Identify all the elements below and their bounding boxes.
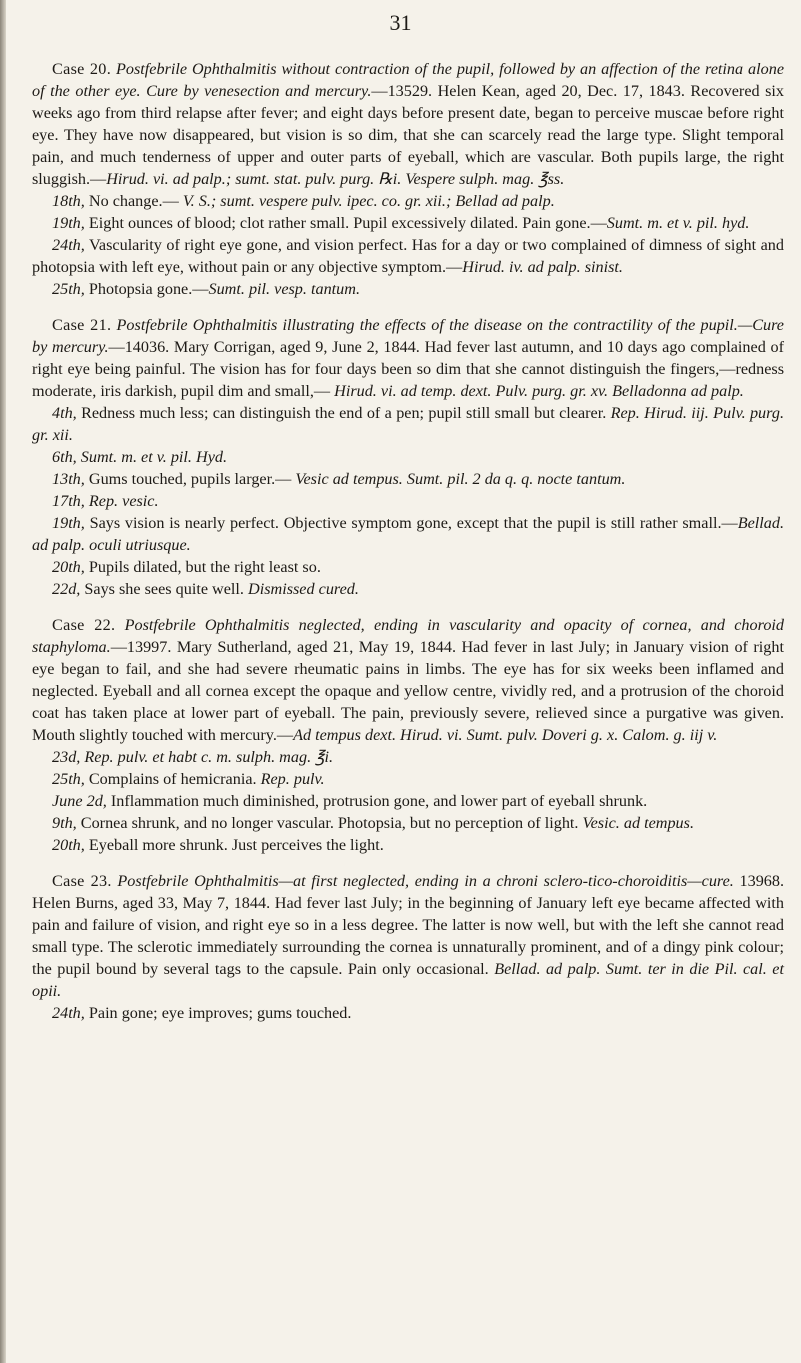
entry-text: Gums touched, pupils larger.— <box>84 470 296 488</box>
entry-date: June 2d, <box>52 792 107 810</box>
case-label: Case 21. <box>52 316 112 334</box>
case-entry <box>32 578 784 600</box>
entry-text: Pain gone; eye improves; gums touched. <box>84 1004 352 1022</box>
entry-text: Redness much less; can distinguish the end of a pen; pupil still small but clearer. <box>76 404 611 422</box>
case-entry <box>32 834 784 856</box>
case-paragraph <box>32 870 784 1002</box>
entry-text: Vascularity of right eye gone, and vision perfect. Has for a day or two complained of dimness of sight and photopsia with left eye, without pain or any objective symptom.— <box>32 236 784 276</box>
entry-prescription: Rep. Hirud. iij. Pulv. purg. gr. xii. <box>32 404 784 444</box>
case-body: —13529. Helen Kean, aged 20, Dec. 17, 1843. Recovered six weeks ago from third relapse after fever; and eight days before present date, began to perceive muscae before right eye. They have now disappeared, but vision is so dim, that she can scarcely read the large type. Slight temporal pain, and much tenderness of upper and outer parts of eyeball, which are vascular. Both pupils large, the right sluggish.— <box>32 82 784 188</box>
case-paragraph <box>32 614 784 746</box>
case-22 <box>32 614 784 856</box>
case-prescription: Hirud. vi. ad palp.; sumt. stat. pulv. purg. ℞i. Vespere sulph. mag. ℥ss. <box>106 170 565 188</box>
case-entry <box>32 446 784 468</box>
entry-text: Inflammation much diminished, protrusion gone, and lower part of eyeball shrunk. <box>106 792 648 810</box>
entry-date: 20th, <box>52 558 85 576</box>
entry-prescription: Vesic. ad tempus. <box>582 814 694 832</box>
entry-text: Pupils dilated, but the right least so. <box>84 558 321 576</box>
page-binding-edge <box>0 0 6 1363</box>
case-paragraph <box>32 58 784 190</box>
entry-prescription: Rep. pulv. et habt c. m. sulph. mag. ℥i. <box>84 748 334 766</box>
entry-date: 17th, <box>52 492 85 510</box>
entry-date: 23d, <box>52 748 81 766</box>
entry-prescription: Bellad. ad palp. oculi utriusque. <box>32 514 784 554</box>
case-label: Case 22. <box>52 616 116 634</box>
case-20 <box>32 58 784 300</box>
entry-date: 6th, <box>52 448 77 466</box>
entry-date: 24th, <box>52 236 85 254</box>
entry-date: 20th, <box>52 836 85 854</box>
case-title: Postfebrile Ophthalmitis without contraction of the pupil, followed by an affection of the retina alone of the other eye. Cure by venesection and mercury. <box>32 60 785 100</box>
entry-prescription: Rep. pulv. <box>260 770 325 788</box>
case-entry <box>32 490 784 512</box>
entry-text: Eight ounces of blood; clot rather small. Pupil excessively dilated. Pain gone.— <box>84 214 607 232</box>
case-entry <box>32 746 784 768</box>
entry-prescription: V. S.; sumt. vespere pulv. ipec. co. gr. xii.; Bellad ad palp. <box>182 192 555 210</box>
case-label: Case 20. <box>52 60 112 78</box>
entry-date: 22d, <box>52 580 81 598</box>
entry-date: 19th, <box>52 514 85 532</box>
case-entry <box>32 1002 784 1024</box>
case-prescription: Ad tempus dext. Hirud. vi. Sumt. pulv. Doveri g. x. Calom. g. iij v. <box>293 726 718 744</box>
entry-date: 24th, <box>52 1004 85 1022</box>
case-entry <box>32 556 784 578</box>
entry-text: No change.— <box>84 192 183 210</box>
entry-date: 4th, <box>52 404 77 422</box>
case-entry <box>32 512 784 556</box>
entry-date: 19th, <box>52 214 85 232</box>
entry-prescription: Dismissed cured. <box>248 580 359 598</box>
case-prescription: Bellad. ad palp. Sumt. ter in die Pil. cal. et opii. <box>32 960 784 1000</box>
entry-prescription: Sumt. m. et v. pil. Hyd. <box>80 448 228 466</box>
entry-date: 25th, <box>52 770 85 788</box>
entry-prescription: Vesic ad tempus. Sumt. pil. 2 da q. q. nocte tantum. <box>295 470 626 488</box>
entry-prescription: Sumt. m. et v. pil. hyd. <box>606 214 750 232</box>
case-entry <box>32 402 784 446</box>
case-entry <box>32 790 784 812</box>
entry-text: Complains of hemicrania. <box>84 770 261 788</box>
case-label: Case 23. <box>52 872 112 890</box>
entry-text: Cornea shrunk, and no longer vascular. Photopsia, but no perception of light. <box>76 814 583 832</box>
case-entry <box>32 190 784 212</box>
entry-text: Photopsia gone.— <box>84 280 209 298</box>
page-number: 31 <box>389 10 412 35</box>
case-body: —13997. Mary Sutherland, aged 21, May 19, 1844. Had fever in last July; in January vision of right eye began to fail, and she had severe rheumatic pains in limbs. The eye has for six weeks been inflamed and neglected. Eyeball and all cornea except the opaque and yellow centre, vividly red, and a protrusion of the choroid coat has taken place at lower part of eyeball. The pain, previously severe, relieved since a purgative was given. Mouth slightly touched with mercury.— <box>32 638 784 744</box>
case-title: Postfebrile Ophthalmitis neglected, ending in vascularity and opacity of cornea, and choroid staphyloma. <box>32 616 785 656</box>
entry-date: 9th, <box>52 814 77 832</box>
case-paragraph <box>32 314 784 402</box>
entry-text: Eyeball more shrunk. Just perceives the light. <box>84 836 384 854</box>
entry-date: 13th, <box>52 470 85 488</box>
case-21 <box>32 314 784 600</box>
entry-prescription: Rep. vesic. <box>88 492 159 510</box>
case-prescription: Hirud. vi. ad temp. dext. Pulv. purg. gr. xv. Belladonna ad palp. <box>334 382 744 400</box>
case-entry <box>32 468 784 490</box>
entry-date: 18th, <box>52 192 85 210</box>
case-entry <box>32 212 784 234</box>
case-entry <box>32 812 784 834</box>
entry-text: Says vision is nearly perfect. Objective symptom gone, except that the pupil is still rather small.— <box>84 514 738 532</box>
entry-prescription: Hirud. iv. ad palp. sinist. <box>462 258 623 276</box>
case-title: Postfebrile Ophthalmitis—at first neglected, ending in a chroni sclero-tico-choroiditis—cure. <box>117 872 734 890</box>
case-entry <box>32 278 784 300</box>
case-entry <box>32 234 784 278</box>
case-23 <box>32 870 784 1024</box>
entry-prescription: Sumt. pil. vesp. tantum. <box>208 280 361 298</box>
entry-text: Says she sees quite well. <box>80 580 249 598</box>
entry-date: 25th, <box>52 280 85 298</box>
case-body: 13968. Helen Burns, aged 33, May 7, 1844. Had fever last July; in the beginning of January left eye became affected with pain and failure of vision, and right eye so in a less degree. The latter is now well, but with the left she cannot read small type. The sclerotic immediately surrounding the cornea is unnaturally prominent, and of a dingy pink colour; the pupil bound by several tags to the capsule. Pain only occasional. <box>32 872 785 978</box>
case-body: —14036. Mary Corrigan, aged 9, June 2, 1844. Had fever last autumn, and 10 days ago complained of right eye being painful. The vision has for four days been so dim that she cannot distinguish the fingers,—redness moderate, iris darkish, pupil dim and small,— <box>32 338 784 400</box>
case-entry <box>32 768 784 790</box>
case-title: Postfebrile Ophthalmitis illustrating the effects of the disease on the contractility of the pupil.—Cure by mercury. <box>32 316 784 356</box>
page-content <box>32 58 784 1038</box>
